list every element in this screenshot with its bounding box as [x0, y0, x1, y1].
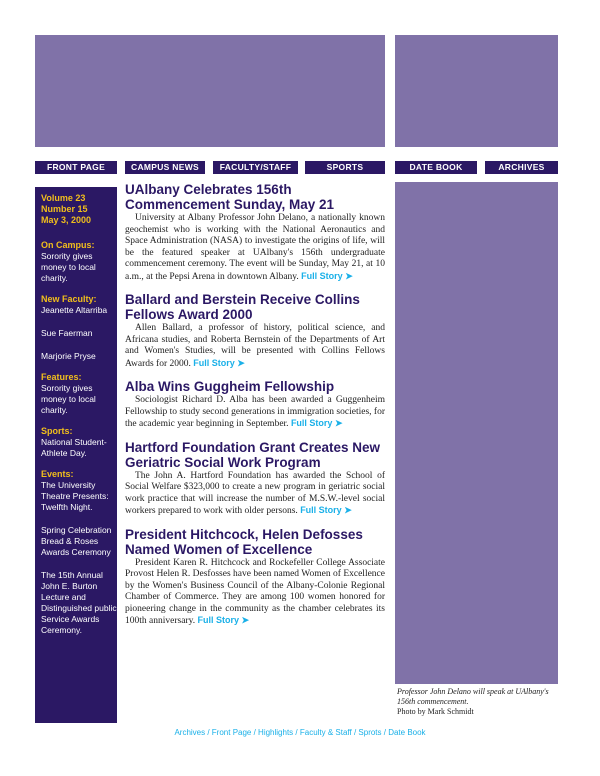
story: [125, 182, 385, 283]
sidebar-link[interactable]: Sue Faerman: [41, 328, 93, 338]
footer-link-faculty-staff[interactable]: Faculty & Staff: [299, 728, 352, 737]
footer-links: [0, 728, 600, 737]
nav-campus-news[interactable]: CAMPUS NEWS: [125, 161, 205, 174]
story: [125, 292, 385, 370]
sidebar-section-title: New Faculty:: [41, 294, 97, 304]
arrow-right-icon: ➤: [241, 615, 250, 625]
story-text: The John A. Hartford Foundation has awarded the School of Social Welfare $323,000 to create a new program in geriatric social work practice that will increase the number of M.S.W.-level social workers prepared to work with older persons.: [125, 470, 385, 516]
story-text: President Karen R. Hitchcock and Rockefeller College Associate Provost Helen R. Desfosses have been named Women of Excellence by the Women's Business Council of the Albany-Colonie Regional Chamber of Commerce. They are among 100 women honored for pioneering change in the community as the chamber celebrates its 100th anniversary.: [125, 557, 385, 626]
sidebar-section-features: [41, 372, 117, 416]
footer-link-date-book[interactable]: Date Book: [388, 728, 426, 737]
sidebar-section-on-campus: [41, 240, 117, 284]
story-body: [125, 558, 385, 628]
story: [125, 527, 385, 628]
issue-date: May 3, 2000: [41, 215, 92, 225]
issue-volume: Volume 23: [41, 193, 86, 203]
full-story-link[interactable]: [300, 505, 352, 515]
nav-front-page[interactable]: FRONT PAGE: [35, 161, 117, 174]
full-story-link[interactable]: [193, 358, 245, 368]
sidebar-section-title: On Campus:: [41, 240, 95, 250]
sidebar-link[interactable]: Marjorie Pryse: [41, 351, 96, 361]
footer-link-front-page[interactable]: Front Page: [211, 728, 252, 737]
sidebar: [35, 187, 117, 723]
full-story-label: Full Story: [290, 418, 333, 428]
sidebar-section-new-faculty: [41, 294, 117, 362]
story-headline[interactable]: Alba Wins Guggheim Fellowship: [125, 379, 335, 394]
sidebar-link[interactable]: The University Theatre Presents: Twelfth Night.: [41, 480, 109, 512]
sidebar-section-sports: [41, 426, 117, 459]
full-story-link[interactable]: [197, 615, 249, 625]
arrow-right-icon: ➤: [344, 505, 352, 515]
story-body: [125, 213, 385, 283]
story-body: [125, 323, 385, 370]
full-story-link[interactable]: [301, 271, 353, 281]
sidebar-section-title: Events:: [41, 469, 74, 479]
arrow-right-icon: ➤: [345, 270, 353, 281]
full-story-link[interactable]: [291, 418, 343, 428]
footer-separator: /: [205, 728, 212, 737]
footer-separator: /: [251, 728, 259, 737]
sidebar-link[interactable]: National Student-Athlete Day.: [41, 437, 107, 458]
footer-separator: /: [293, 728, 300, 737]
issue-info: [41, 193, 117, 226]
header-side-image: [395, 35, 558, 147]
footer-link-archives[interactable]: Archives: [174, 728, 206, 737]
issue-number: Number 15: [41, 204, 88, 214]
story-text: Allen Ballard, a professor of history, political science, and Africana studies, and Roberta Bernstein of the Departments of Art and Women's Studies, will be presented with Collins Fellows Awards for 2000.: [125, 323, 385, 369]
sidebar-link[interactable]: Sorority gives money to local charity.: [41, 383, 96, 415]
story: [125, 440, 385, 518]
story-text: University at Albany Professor John Delano, a nationally known geochemist who is working with the National Aeronautics and Space Administration (NASA) to investigate the origins of life, will be the featured speaker at UAlbany's 156th undergraduate commencement ceremony. The event will be Sunday, May 21, at 10 a.m., at the Pepsi Arena in downtown Albany.: [125, 213, 385, 282]
sidebar-section-title: Sports:: [41, 426, 73, 436]
caption-text: Professor John Delano will speak at UAlbany's 156th commencement.: [397, 687, 549, 706]
sidebar-link[interactable]: Jeanette Altarriba: [41, 305, 108, 315]
sidebar-link[interactable]: The 15th Annual John E. Burton Lecture and Distinguished public Service Awards Ceremony.: [41, 570, 117, 635]
sidebar-section-events: [41, 469, 117, 636]
footer-link-sports[interactable]: Sprots: [358, 728, 382, 737]
story: [125, 379, 385, 431]
main-stories: [125, 182, 385, 637]
sidebar-section-title: Features:: [41, 372, 82, 382]
nav-faculty-staff[interactable]: FACULTY/STAFF: [213, 161, 298, 174]
full-story-label: Full Story: [197, 615, 239, 625]
sidebar-link[interactable]: Spring Celebration Bread & Roses Awards Ceremony: [41, 525, 112, 557]
full-story-label: Full Story: [301, 270, 343, 281]
story-headline[interactable]: UAlbany Celebrates 156th Commencement Sunday, May 21: [125, 182, 335, 212]
story-headline[interactable]: President Hitchcock, Helen Defosses Named Women of Excellence: [125, 526, 363, 557]
story-text: Sociologist Richard D. Alba has been awarded a Guggenheim Fellowship to study second generations in immigration societies, for the academic year beginning in September.: [125, 395, 385, 429]
full-story-label: Full Story: [193, 357, 235, 368]
footer-link-highlights[interactable]: Highlights: [258, 728, 294, 737]
story-headline[interactable]: Hartford Foundation Grant Creates New Geriatric Social Work Program: [125, 439, 381, 470]
feature-photo: [395, 182, 558, 684]
story-body: [125, 471, 385, 518]
full-story-label: Full Story: [300, 505, 342, 515]
sidebar-link[interactable]: Sorority gives money to local charity.: [41, 251, 96, 283]
nav-sports[interactable]: SPORTS: [305, 161, 385, 174]
arrow-right-icon: ➤: [334, 418, 343, 428]
header-banner-image: [35, 35, 385, 147]
photo-caption: [397, 687, 557, 717]
story-headline[interactable]: Ballard and Berstein Receive Collins Fellows Award 2000: [125, 292, 360, 322]
nav-date-book[interactable]: DATE BOOK: [395, 161, 477, 174]
story-body: [125, 395, 385, 431]
footer-separator: /: [381, 728, 389, 737]
photo-credit: Photo by Mark Schmidt: [397, 707, 474, 716]
nav-archives[interactable]: ARCHIVES: [485, 161, 558, 174]
footer-separator: /: [351, 728, 359, 737]
arrow-right-icon: ➤: [237, 357, 245, 368]
